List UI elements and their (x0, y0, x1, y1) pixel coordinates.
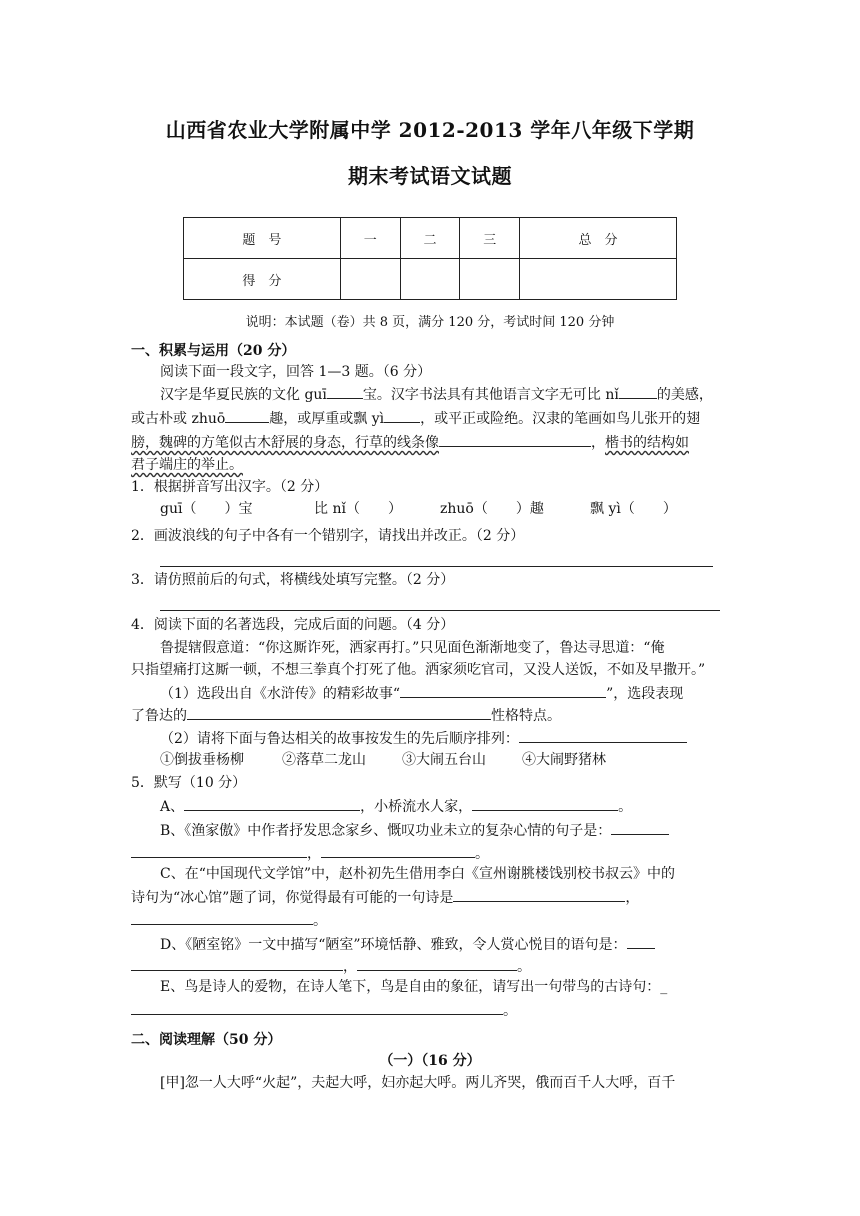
passage-text: 宝。汉字书法具有其他语言文字无可比 nǐ (362, 387, 619, 403)
q4-option: ④大闹野猪林 (522, 752, 606, 768)
score-row-label: 得 分 (184, 259, 341, 300)
q4-sub1-text: ”，选段表现 (606, 686, 684, 702)
blank-line[interactable] (131, 910, 313, 925)
q4-sub1-text: 性格特点。 (491, 708, 561, 724)
q5-c-cont (131, 887, 639, 908)
answer-line[interactable] (160, 610, 720, 611)
q1-item: guī（ ）宝 (160, 501, 253, 517)
q5-c: C、在“中国现代文学馆”中，赵朴初先生借用李白《宣州谢脁楼饯别校书叔云》中的 (160, 866, 676, 882)
q5-text: ， (307, 846, 321, 862)
q4-excerpt-line2: 只指望痛打这厮一顿，不想三拳真个打死了他。洒家须吃官司，又没人送饭，不如及早撒开。” (131, 662, 706, 678)
passage-text: 或古朴或 zhuō (131, 411, 226, 427)
section2-part1: （一）（16 分） (379, 1053, 481, 1069)
q5-b (160, 820, 669, 841)
q1-item: 飘 yì（ ） (590, 501, 677, 517)
passage-text: 趣，或厚重或飘 yì (269, 411, 385, 427)
blank-line[interactable] (187, 705, 491, 720)
q5-text: B、《渔家傲》中作者抒发思念家乡、慨叹功业未立的复杂心情的句子是： (160, 823, 612, 839)
blank-line[interactable] (439, 432, 591, 447)
score-blank[interactable] (340, 259, 400, 300)
blank-line[interactable] (627, 934, 655, 949)
question-5: 5．默写（10 分） (131, 775, 247, 791)
exam-title-line1: 山西省农业大学附属中学 2012-2013 学年八年级下学期 (165, 118, 695, 142)
q5-text: D、《陋室铭》一文中描写“陋室”环境恬静、雅致，令人赏心悦目的语句是： (160, 937, 627, 953)
blank-line[interactable] (327, 384, 363, 399)
section1-intro: 阅读下面一段文字，回答 1—3 题。（6 分） (160, 364, 432, 380)
blank-line[interactable] (453, 887, 625, 902)
wavy-sentence: 君子端庄的举止。 (131, 457, 243, 473)
score-table (183, 217, 677, 300)
q4-sub1 (160, 683, 683, 704)
q5-text: 。 (313, 913, 327, 929)
blank-line[interactable] (357, 956, 517, 971)
answer-line[interactable] (160, 566, 713, 567)
passage-text: 汉字是华夏民族的文化 guī (160, 387, 327, 403)
q4-option: ①倒拔垂杨柳 (160, 752, 244, 768)
blank-line[interactable] (384, 408, 420, 423)
score-blank[interactable] (520, 259, 677, 300)
blank-line[interactable] (519, 728, 687, 743)
question-1: 1．根据拼音写出汉字。（2 分） (131, 479, 329, 495)
q5-text: ，小桥流水人家， (360, 799, 473, 815)
score-cell-part2: 二 (400, 218, 460, 259)
question-4: 4．阅读下面的名著选段，完成后面的问题。（4 分） (131, 617, 455, 633)
score-cell-part1: 一 (340, 218, 400, 259)
blank-line[interactable] (400, 683, 606, 698)
q5-text: 。 (475, 846, 489, 862)
q5-text: ， (343, 959, 357, 975)
q5-text: 。 (503, 1003, 517, 1019)
q4-excerpt-line1: 鲁提辖假意道：“你这厮诈死，洒家再打。”只见面色渐渐地变了，鲁达寻思道：“俺 (160, 640, 665, 656)
blank-line[interactable] (225, 408, 269, 423)
blank-line[interactable] (131, 843, 307, 858)
passage-text: 的美感， (656, 387, 713, 403)
passage-line4 (131, 455, 243, 475)
q4-option: ③大闹五台山 (402, 752, 486, 768)
blank-line[interactable] (131, 1000, 503, 1015)
q4-sub2 (160, 728, 687, 749)
q4-sub1-text: 了鲁达的 (131, 708, 187, 724)
score-blank[interactable] (460, 259, 520, 300)
blank-line[interactable] (619, 384, 657, 399)
section2-heading: 二、阅读理解（50 分） (131, 1032, 282, 1048)
section2-jia-text: [甲]忽一人大呼“火起”，夫起大呼，妇亦起大呼。两儿齐哭，俄而百千人大呼，百千 (160, 1075, 676, 1091)
q5-a (160, 796, 632, 817)
passage-line3 (131, 432, 689, 453)
q5-text: ， (625, 890, 640, 906)
blank-line[interactable] (611, 820, 669, 835)
q5-e-cont (131, 1000, 517, 1021)
wavy-sentence: 楷书的结构如 (605, 435, 689, 451)
q4-sub2-text: （2）请将下面与鲁达相关的故事按发生的先后顺序排列： (160, 731, 519, 747)
score-cell-part3: 三 (460, 218, 520, 259)
q5-text: 诗句为“冰心馆”题了词，你觉得最有可能的一句诗是 (131, 890, 454, 906)
exam-note: 说明：本试题（卷）共 8 页，满分 120 分，考试时间 120 分钟 (245, 315, 615, 330)
q5-c-cont2 (131, 910, 327, 931)
wavy-sentence: 膀，魏碑的方笔似古木舒展的身态，行草的线条像 (131, 435, 439, 451)
q1-item: 比 nǐ（ ） (314, 501, 402, 517)
score-blank[interactable] (400, 259, 460, 300)
q5-b-cont (131, 843, 489, 864)
question-3: 3．请仿照前后的句式，将横线处填写完整。（2 分） (131, 572, 455, 588)
exam-title-line2: 期末考试语文试题 (348, 164, 512, 188)
passage-text: ，或平正或险绝。汉隶的笔画如鸟儿张开的翅 (420, 411, 701, 427)
blank-line[interactable] (472, 796, 618, 811)
score-cell-label: 题 号 (184, 218, 341, 259)
score-cell-total: 总 分 (520, 218, 677, 259)
q5-e: E、鸟是诗人的爱物，在诗人笔下，鸟是自由的象征，请写出一句带鸟的古诗句：_ (160, 979, 668, 995)
passage-line2 (131, 408, 700, 429)
blank-line[interactable] (184, 796, 360, 811)
blank-line[interactable] (131, 956, 343, 971)
q5-text: 。 (618, 799, 633, 815)
q4-sub1-cont (131, 705, 561, 726)
q1-item: zhuō（ ）趣 (440, 501, 544, 517)
q4-sub1-text: （1）选段出自《水浒传》的精彩故事“ (160, 686, 401, 702)
question-2: 2．画波浪线的句子中各有一个错别字，请找出并改正。（2 分） (131, 528, 525, 544)
q5-d (160, 934, 655, 955)
score-table-header-row (184, 218, 677, 259)
blank-line[interactable] (321, 843, 475, 858)
q5-d-cont (131, 956, 531, 977)
passage-text: ， (591, 435, 605, 451)
q5-text: A、 (160, 799, 185, 815)
section1-heading: 一、积累与运用（20 分） (131, 343, 296, 359)
q4-option: ②落草二龙山 (282, 752, 366, 768)
q5-text: 。 (517, 959, 531, 975)
passage-line1 (160, 384, 713, 405)
score-table-score-row (184, 259, 677, 300)
